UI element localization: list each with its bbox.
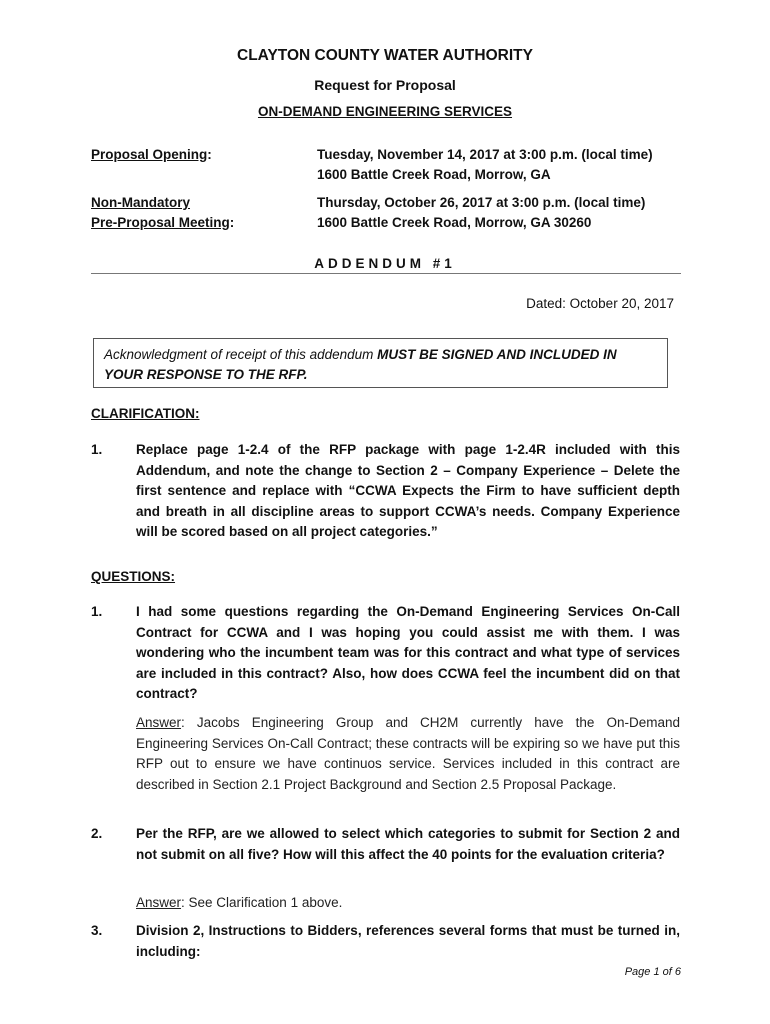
organization-title: CLAYTON COUNTY WATER AUTHORITY — [237, 47, 533, 64]
page-number: Page 1 of 6 — [624, 966, 681, 978]
answer-label: Answer — [136, 715, 182, 730]
clarification-item-text: Replace page 1-2.4 of the RFP package with page 1-2.4R included with this Addendum, and note the change to Section 2 – Company Experience – Delete the first sentence and replace with “CCWA Expects the Firm to have sufficient depth and breath in all discipline areas to support CCWA’s needs. Company Experience will be scored based on all project categories.” — [136, 442, 680, 539]
divider-rule — [91, 273, 681, 274]
meeting-location: 1600 Battle Creek Road, Morrow, GA 30260 — [317, 215, 592, 230]
questions-heading: QUESTIONS: — [91, 569, 176, 584]
question-number: 2. — [91, 826, 103, 841]
meeting-label-line2: Pre-Proposal Meeting: — [91, 215, 235, 230]
question-text: I had some questions regarding the On-Demand Engineering Services On-Call Contract for CCWA and I was hoping you could assist me with them. I was wondering who the incumbent team was for this contract and what type of services are included in this contract? Also, how does CCWA feel the incumbent did on that contract? — [136, 604, 680, 701]
acknowledgment-box — [93, 338, 668, 388]
meeting-label-line1: Non-Mandatory — [91, 195, 190, 210]
addendum-title: ADDENDUM #1 — [314, 256, 456, 271]
acknowledgment-requirement: MUST BE SIGNED AND INCLUDED IN YOUR RESPONSE TO THE RFP. — [104, 347, 617, 382]
proposal-opening-location: 1600 Battle Creek Road, Morrow, GA — [317, 167, 551, 182]
question-number: 3. — [91, 923, 103, 938]
answer-label: Answer — [136, 895, 182, 910]
question-answer: Answer: See Clarification 1 above. — [136, 895, 343, 910]
meeting-datetime: Thursday, October 26, 2017 at 3:00 p.m. (local time) — [317, 195, 646, 210]
acknowledgment-text: Acknowledgment of receipt of this addendum — [104, 347, 378, 362]
clarification-heading: CLARIFICATION: — [91, 406, 200, 421]
document-subject: ON-DEMAND ENGINEERING SERVICES — [257, 104, 513, 119]
clarification-item-number: 1. — [91, 442, 103, 457]
question-text: Division 2, Instructions to Bidders, references several forms that must be turned in, including: — [136, 923, 680, 959]
question-number: 1. — [91, 604, 103, 619]
question-text: Per the RFP, are we allowed to select which categories to submit for Section 2 and not submit on all five? How will this affect the 40 points for the evaluation criteria? — [136, 826, 680, 862]
proposal-opening-label: Proposal Opening: — [91, 147, 212, 162]
proposal-opening-datetime: Tuesday, November 14, 2017 at 3:00 p.m. (local time) — [317, 147, 653, 162]
addendum-date: Dated: October 20, 2017 — [526, 296, 674, 311]
document-type: Request for Proposal — [314, 77, 456, 93]
question-answer: Answer: Jacobs Engineering Group and CH2M currently have the On-Demand Engineering Services On-Call Contract; these contracts will be expiring so we have put this RFP out to ensure we have continuos service. Services included in this contract are described in Section 2.1 Project Background and Section 2.5 Proposal Package. — [136, 715, 680, 792]
